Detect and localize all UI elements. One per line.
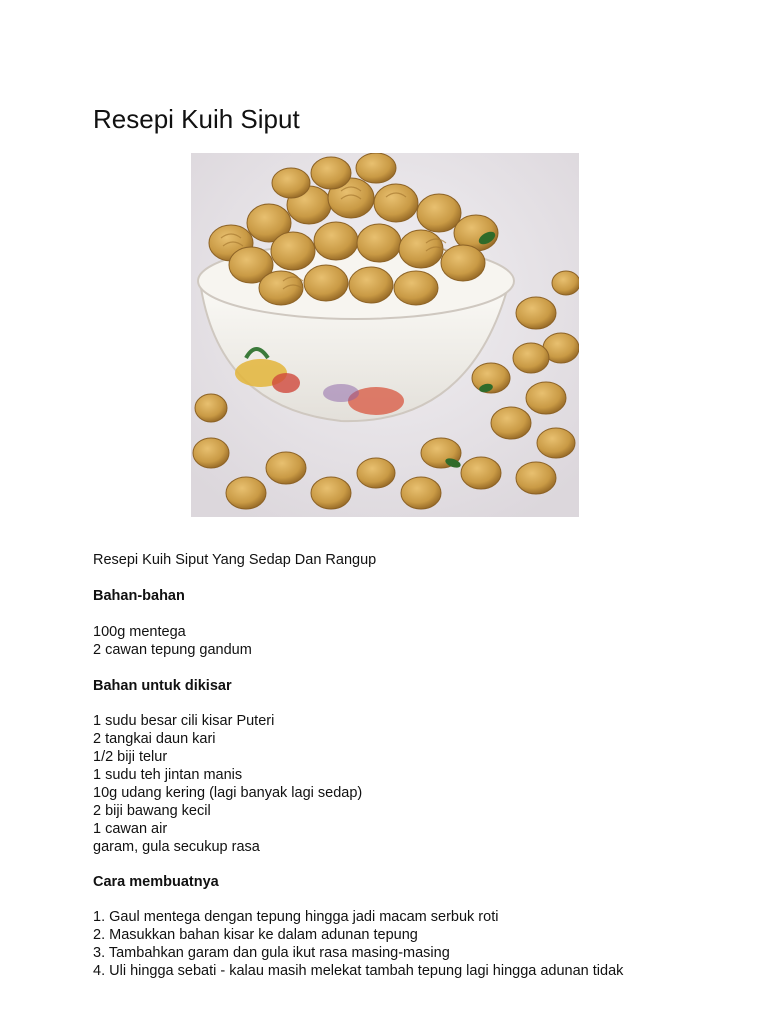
cara-steps: [93, 908, 623, 980]
section-heading-dikisar: Bahan untuk dikisar: [93, 678, 232, 694]
kuih-siput-photo: [191, 153, 579, 517]
list-item: 10g udang kering (lagi banyak lagi sedap): [93, 785, 363, 801]
step-item: 1. Gaul mentega dengan tepung hingga jadi macam serbuk roti: [93, 909, 499, 925]
list-item: 1/2 biji telur: [93, 749, 168, 765]
bahan-list: [93, 623, 252, 659]
list-item: 1 sudu teh jintan manis: [93, 767, 243, 783]
list-item: 100g mentega: [93, 624, 186, 640]
step-item: 4. Uli hingga sebati - kalau masih melekat tambah tepung lagi hingga adunan tidak: [93, 963, 624, 979]
list-item: 2 biji bawang kecil: [93, 803, 211, 819]
section-heading-bahan: Bahan-bahan: [93, 588, 185, 604]
list-item: 1 sudu besar cili kisar Puteri: [93, 713, 275, 729]
list-item: 2 cawan tepung gandum: [93, 642, 252, 658]
step-item: 2. Masukkan bahan kisar ke dalam adunan tepung: [93, 927, 418, 943]
list-item: 2 tangkai daun kari: [93, 731, 216, 747]
list-item: garam, gula secukup rasa: [93, 839, 260, 855]
page-title: Resepi Kuih Siput: [93, 104, 300, 134]
list-item: 1 cawan air: [93, 821, 168, 837]
section-heading-cara: Cara membuatnya: [93, 874, 219, 890]
dikisar-list: [93, 712, 362, 856]
step-item: 3. Tambahkan garam dan gula ikut rasa masing-masing: [93, 945, 450, 961]
recipe-subtitle: Resepi Kuih Siput Yang Sedap Dan Rangup: [93, 552, 377, 568]
